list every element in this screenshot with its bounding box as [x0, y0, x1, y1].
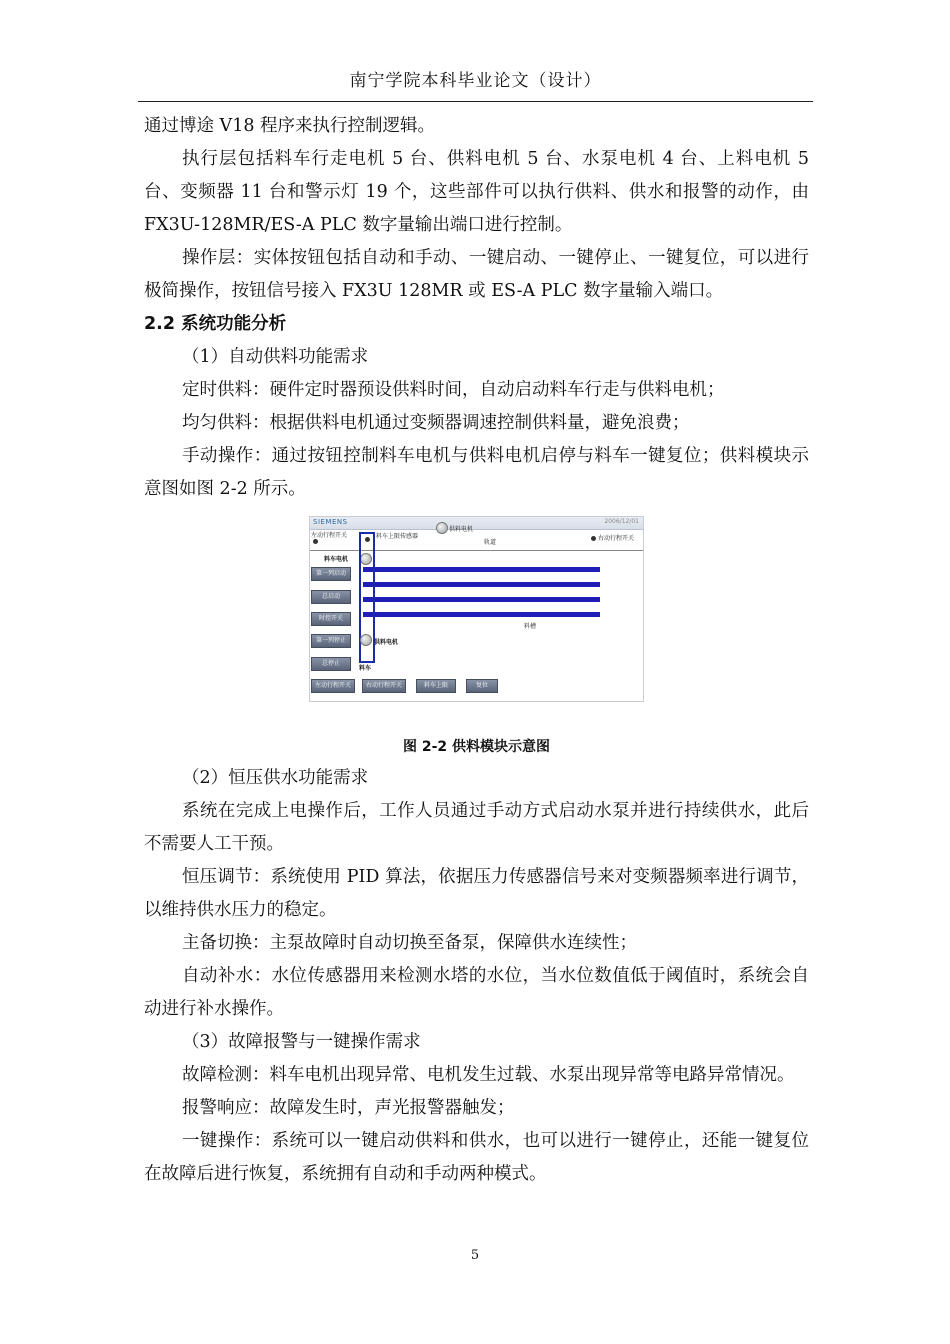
trough-label: 料槽 [524, 623, 537, 630]
paragraph: 定时供料：硬件定时器预设供料时间，自动启动料车行走与供料电机； [182, 380, 725, 400]
right-limit-switch-dot [591, 536, 596, 541]
btn-reset[interactable]: 复位 [466, 679, 498, 693]
paragraph: 一键操作：系统可以一键启动供料和供水，也可以进行一键停止，还能一键复位在故障后进行恢复，系统拥有自动和手动两种模式。 [144, 1131, 809, 1184]
right-limit-switch-label: 右动行程开关 [598, 535, 635, 542]
paragraph: 通过博途 V18 程序来执行控制逻辑。 [144, 116, 436, 136]
feed-motor-top-label: 供料电机 [449, 526, 474, 533]
btn-master-stop[interactable]: 总停止 [311, 657, 351, 671]
header-rule [138, 101, 813, 102]
btn-first-row-start[interactable]: 第一列启动 [311, 567, 351, 581]
paragraph: 报警响应：故障发生时，声光报警器触发； [182, 1098, 515, 1118]
feed-motor-bottom-label: 供料电机 [374, 639, 399, 646]
paragraph: 执行层包括料车行走电机 5 台、供料电机 5 台、水泵电机 4 台、上料电机 5 台、变频器 11 台和警示灯 19 个，这些部件可以执行供料、供水和报警的动作，由 FX3U-128MR/ES-A PLC 数字量输出端口进行控制。 [144, 149, 809, 235]
cart-label: 料车 [359, 665, 372, 672]
figure-caption: 图 2-2 供料模块示意图 [402, 739, 551, 755]
btn-left-limit[interactable]: 左动行程开关 [311, 679, 355, 693]
paragraph: 均匀供料：根据供料电机通过变频器调速控制供料量，避免浪费； [182, 413, 690, 433]
cart-motor-label: 料车电机 [324, 556, 349, 563]
hmi-title-bar [310, 517, 643, 530]
paragraph: 手动操作：通过按钮控制料车电机与供料电机启停与料车一键复位；供料模块示意图如图 2-2 所示。 [144, 446, 809, 499]
trough-belt [363, 612, 600, 617]
page-number: 5 [470, 1248, 480, 1263]
paragraph: 系统在完成上电操作后，工作人员通过手动方式启动水泵并进行持续供水，此后不需要人工干预。 [144, 801, 809, 854]
feed-motor-top-icon [436, 522, 448, 534]
trough-belt [363, 597, 600, 602]
left-limit-switch-label: 左动行程开关 [311, 532, 348, 539]
page-header-title: 南宁学院本科毕业论文（设计） [349, 71, 602, 91]
brand-logo: SIEMENS [313, 518, 348, 526]
paragraph: 恒压调节：系统使用 PID 算法，依据压力传感器信号来对变频器频率进行调节，以维持供水压力的稳定。 [144, 867, 809, 920]
trough-belt [363, 567, 600, 572]
feeding-module-diagram [309, 516, 644, 702]
hmi-date: 2006/12/01 [604, 518, 639, 525]
btn-timer-switch[interactable]: 时控开关 [311, 612, 351, 626]
trough-belt [363, 582, 600, 587]
feed-motor-bottom-icon [360, 634, 372, 646]
left-limit-switch-dot [313, 539, 318, 544]
paragraph: 自动补水：水位传感器用来检测水塔的水位，当水位数值低于阈值时，系统会自动进行补水操作。 [144, 966, 809, 1019]
paragraph: 操作层：实体按钮包括自动和手动、一键启动、一键停止、一键复位，可以进行极简操作，按钮信号接入 FX3U 128MR 或 ES-A PLC 数字量输入端口。 [144, 248, 809, 301]
cart-upper-sensor-label: 料车上限传感器 [376, 533, 419, 540]
track-label: 轨道 [484, 539, 497, 546]
btn-master-start[interactable]: 总启动 [311, 590, 351, 604]
subsection-title: （2）恒压供水功能需求 [182, 768, 369, 788]
subsection-title: （3）故障报警与一键操作需求 [182, 1032, 421, 1052]
paragraph: 故障检测：料车电机出现异常、电机发生过载、水泵出现异常等电路异常情况。 [182, 1065, 795, 1085]
subsection-title: （1）自动供料功能需求 [182, 347, 369, 367]
btn-first-row-stop[interactable]: 第一列停止 [311, 634, 351, 648]
figure [144, 506, 809, 762]
page-content [144, 110, 809, 1191]
paragraph: 主备切换：主泵故障时自动切换至备泵，保障供水连续性； [182, 933, 637, 953]
btn-cart-upper[interactable]: 料车上限 [416, 679, 456, 693]
btn-right-limit[interactable]: 右动行程开关 [362, 679, 406, 693]
section-heading: 2.2 系统功能分析 [144, 314, 287, 334]
